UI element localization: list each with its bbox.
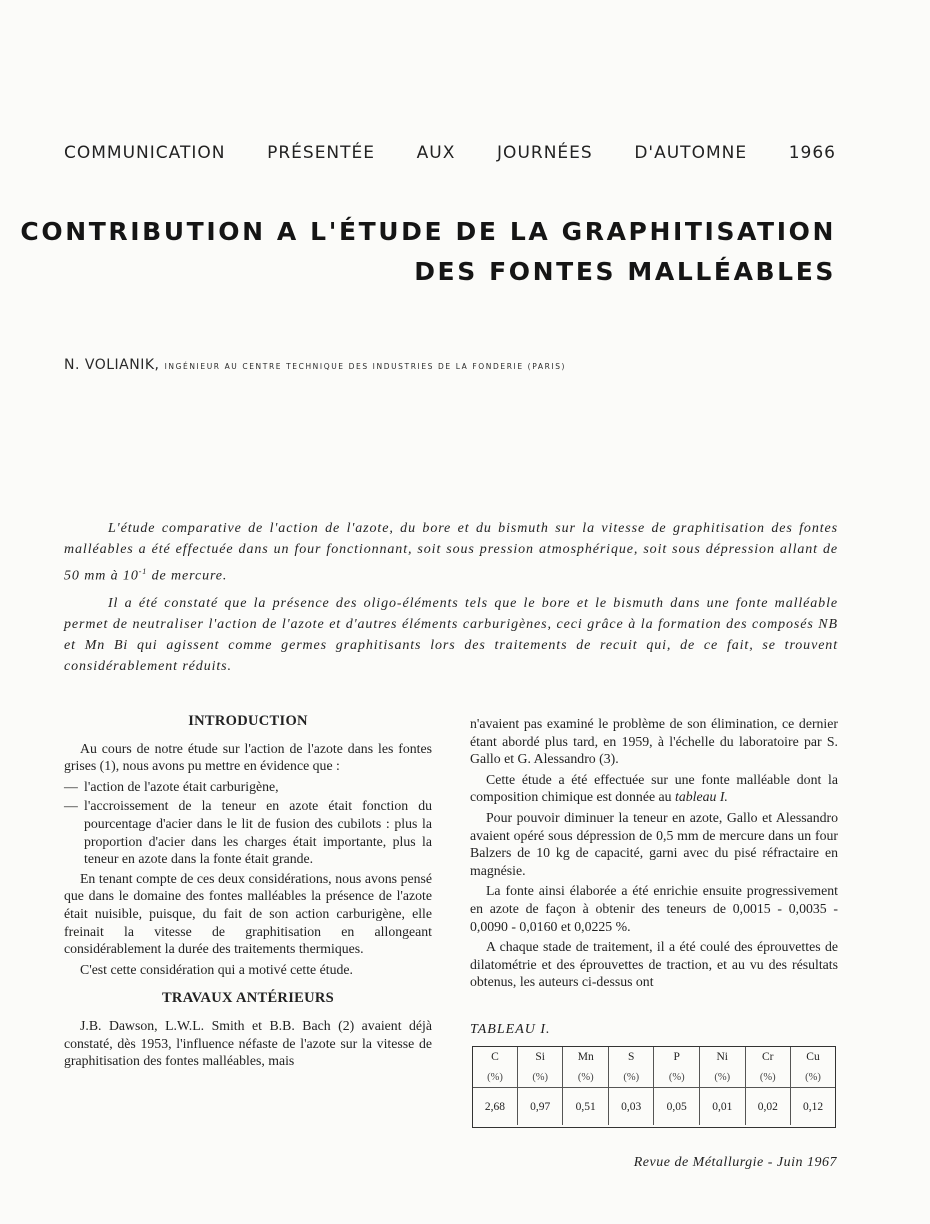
table-cell: P — [654, 1047, 700, 1067]
list-item — [64, 797, 432, 867]
table-cell: (%) — [791, 1067, 835, 1088]
abstract-paragraph-2: Il a été constaté que la présence des oligo-éléments tels que le bore et le bismuth dans une fonte malléable permet de neutraliser l'action de l'azote et d'autres éléments carburigènes, ceci grâce à la formation des composés NB et Mn Bi qui agissent comme germes graphitisants lors des traitements de recuit qui, de ce fait, se trouvent considérablement réduits. — [64, 595, 838, 675]
list-item-text: l'accroissement de la teneur en azote était fonction du pourcentage d'acier dans le lit de fusion des cubilots : plus la proportion d'acier dans les charges était importante, plus la teneur en azote dans la fonte était grande. — [84, 798, 432, 867]
author-line — [64, 354, 566, 373]
table-cell: 0,97 — [517, 1088, 563, 1126]
table-cell: Ni — [700, 1047, 746, 1067]
introduction-heading: INTRODUCTION — [188, 713, 308, 729]
table-cell: (%) — [563, 1067, 609, 1088]
table-cell: Cr — [745, 1047, 791, 1067]
article-title — [20, 212, 836, 292]
journal-footer: Revue de Métallurgie - Juin 1967 — [633, 1155, 837, 1170]
list-item-text: l'action de l'azote était carburigène, — [84, 778, 279, 794]
abstract-paragraph-1 — [64, 518, 838, 587]
table-cell: 0,03 — [608, 1088, 654, 1126]
table-reference: tableau I. — [675, 789, 728, 805]
table-cell: (%) — [517, 1067, 563, 1088]
paragraph: n'avaient pas examiné le problème de son élimination, ce dernier étant abordé plus tard, en 1959, à l'échelle du laboratoire par S. Gallo et G. Alessandro (3). — [470, 716, 838, 767]
table-cell: 0,02 — [745, 1088, 791, 1126]
table-row — [473, 1088, 835, 1126]
paragraph: En tenant compte de ces deux considérations, nous avons pensé que dans le domaine des fontes malléables la présence de l'azote était nuisible, puisque, du fait de son action carburigène, elle freinait la vitesse de graphitisation en allongeant considérablement la durée des traitements thermiques. — [64, 870, 432, 957]
table-cell: (%) — [608, 1067, 654, 1088]
conference-header — [64, 143, 836, 163]
left-column — [64, 713, 432, 1073]
dash-marker: — — [64, 798, 78, 814]
table-cell: S — [608, 1047, 654, 1067]
table-cell: (%) — [700, 1067, 746, 1088]
header-word: AUX — [416, 143, 456, 163]
abstract-text: de mercure. — [147, 568, 228, 584]
table-cell: 0,12 — [802, 1100, 824, 1113]
header-word: D'AUTOMNE — [634, 143, 748, 163]
right-column — [470, 715, 838, 994]
paragraph: Pour pouvoir diminuer la teneur en azote, Gallo et Alessandro avaient opéré sous dépression de 0,5 mm de mercure dans un four Balzers de 10 kg de capacité, garni avec du pisé réfractaire en magnésie. — [470, 809, 838, 878]
author-name: N. VOLIANIK, — [64, 357, 160, 373]
table-cell: 0,51 — [563, 1088, 609, 1126]
title-line-1: CONTRIBUTION A L'ÉTUDE DE LA GRAPHITISATION — [20, 217, 836, 246]
table-caption: TABLEAU I. — [470, 1022, 551, 1037]
header-word: COMMUNICATION — [64, 143, 226, 163]
title-line-2: DES FONTES MALLÉABLES — [414, 257, 836, 286]
paragraph — [470, 771, 838, 806]
table-cell: (%) — [745, 1067, 791, 1088]
list-item — [64, 778, 432, 796]
exponent: -1 — [138, 566, 148, 576]
table-cell: (%) — [473, 1067, 517, 1088]
table-header-row — [473, 1047, 835, 1067]
table-cell: 2,68 — [473, 1088, 517, 1126]
table-cell: C — [473, 1047, 517, 1067]
paragraph: J.B. Dawson, L.W.L. Smith et B.B. Bach (2) avaient déjà constaté, dès 1953, l'influence néfaste de l'azote sur la vitesse de graphitisation des fontes malléables, mais — [64, 1017, 432, 1069]
paragraph: Au cours de notre étude sur l'action de l'azote dans les fontes grises (1), nous avons pu mettre en évidence que : — [64, 740, 432, 774]
paragraph: C'est cette considération qui a motivé cette étude. — [80, 961, 353, 977]
paragraph: La fonte ainsi élaborée a été enrichie ensuite progressivement en azote de façon à obtenir des teneurs de 0,0015 - 0,0035 - 0,0090 - 0,0160 et 0,0225 %. — [470, 883, 838, 934]
prior-work-heading: TRAVAUX ANTÉRIEURS — [161, 990, 335, 1007]
author-affiliation: INGÉNIEUR AU CENTRE TECHNIQUE DES INDUSTRIES DE LA FONDERIE (PARIS) — [164, 362, 567, 371]
dash-marker: — — [64, 778, 78, 794]
composition-table — [472, 1046, 836, 1128]
table-cell: 0,05 — [654, 1088, 700, 1126]
table-cell: Cu — [806, 1051, 820, 1063]
table-cell: Si — [517, 1047, 563, 1067]
table-cell: Mn — [563, 1047, 609, 1067]
header-word: JOURNÉES — [497, 143, 593, 163]
table-cell: (%) — [654, 1067, 700, 1088]
table-cell: 0,01 — [700, 1088, 746, 1126]
header-word: PRÉSENTÉE — [267, 143, 376, 163]
paragraph-text: Cette étude a été effectuée sur une fonte malléable dont la composition chimique est donnée au — [470, 771, 838, 805]
header-word: 1966 — [788, 143, 836, 163]
paragraph: A chaque stade de traitement, il a été coulé des éprouvettes de dilatométrie et des éprouvettes de traction, et au vu des résultats obtenus, les auteurs ci-dessus ont — [470, 939, 838, 990]
abstract — [64, 518, 838, 684]
abstract-text: L'étude comparative de l'action de l'azote, du bore et du bismuth sur la vitesse de graphitisation des fontes malléables a été effectuée dans un four fonctionnant, soit sous pression atmosphérique, soit sous dépression allant de 50 mm à 10 — [64, 521, 838, 584]
table-unit-row — [473, 1067, 835, 1088]
